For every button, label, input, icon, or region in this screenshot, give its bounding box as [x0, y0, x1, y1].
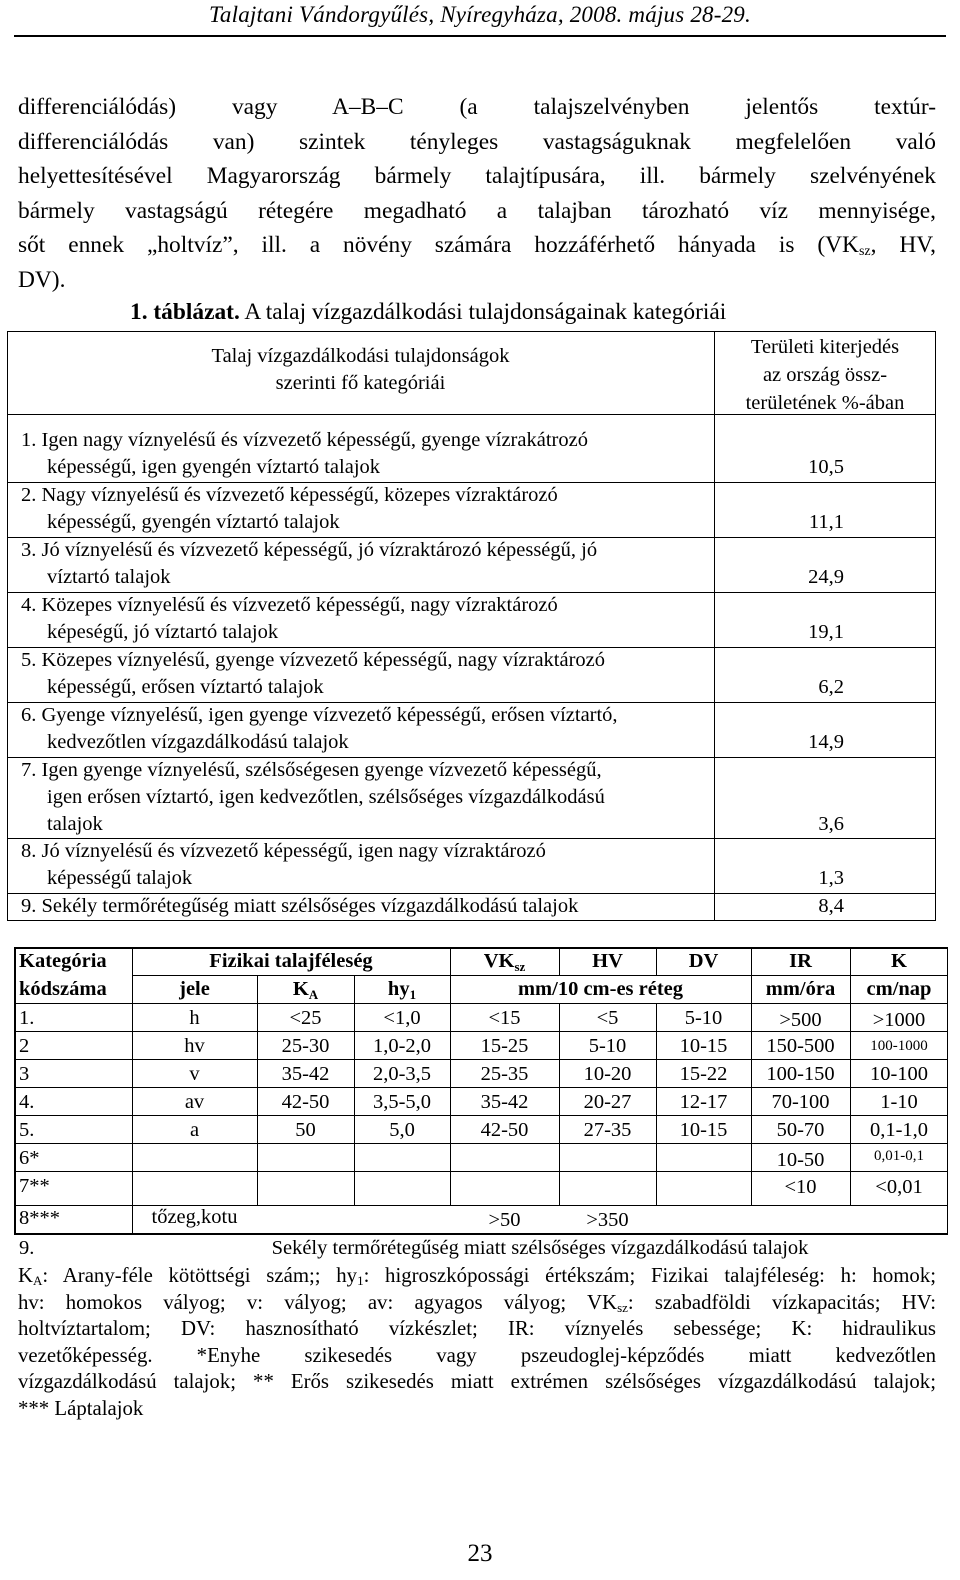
cell-k: 1-10 [880, 1091, 918, 1113]
header-line: az ország össz- [762, 364, 888, 386]
header-text: VK [483, 950, 515, 972]
subscript: A [33, 1273, 43, 1288]
table1-header-extent [714, 331, 936, 414]
cell-code: 2 [19, 1035, 30, 1057]
cell-k: <0,01 [875, 1176, 923, 1198]
intro-line: bármely vastagságú rétegére megadható a talajban tározható víz mennyisége, [18, 197, 936, 224]
cell-code: 3 [19, 1063, 30, 1085]
header-line: Talaj vízgazdálkodási tulajdonságok [211, 345, 510, 367]
cell-hv: 5-10 [588, 1035, 627, 1057]
footnote-text: : szabadföldi vízkapacitás; HV: [627, 1290, 937, 1314]
cell-ka: 42-50 [281, 1091, 330, 1113]
category-line: képességű, erősen víztartó talajok [47, 676, 324, 699]
footnote-line: vezetőképesség. *Enyhe szikesedés vagy pszeudoglej-képződés miatt kedvezőtlen [18, 1343, 936, 1367]
category-line: 1. Igen nagy víznyelésű és vízvezető képességű, gyenge vízrakátrozó [21, 429, 588, 451]
extent-value: 24,9 [808, 566, 844, 588]
table1-header-category [7, 331, 714, 414]
cell-symbol: h [189, 1007, 200, 1029]
cell-code: 7** [19, 1175, 50, 1197]
table1-caption-title: A talaj vízgazdálkodási tulajdonságainak kategóriái [244, 299, 727, 325]
cell-dv: 12-17 [679, 1091, 728, 1113]
subscript: sz [617, 1299, 628, 1315]
cell-hy1: 2,0-3,5 [372, 1063, 432, 1085]
cell-hv: 27-35 [583, 1119, 632, 1141]
page-number: 23 [467, 1540, 493, 1567]
cell-k: 100-1000 [870, 1038, 928, 1054]
table1-caption [130, 299, 726, 326]
cell-shallow-soil: Sekély termőrétegűség miatt szélsőséges vízgazdálkodású talajok [271, 1237, 809, 1259]
header-unit-k: cm/nap [866, 978, 932, 1000]
intro-text: sőt ennek „holtvíz”, ill. a növény számára hozzáférhető hányada is (VK [18, 232, 859, 258]
category-text [21, 838, 711, 892]
header-vk [450, 947, 559, 975]
cell-symbol: tőzeg,kotu [151, 1206, 238, 1228]
cell-code: 9. [19, 1237, 35, 1259]
header-line: területének %-ában [745, 392, 905, 414]
cell-symbol: av [184, 1091, 205, 1113]
category-line: 7. Igen gyenge víznyelésű, szélsőségesen gyenge vízvezető képességű, [21, 759, 602, 781]
category-text [21, 757, 711, 839]
footnote-text: hv: homokos vályog; v: vályog; av: agyagos vályog; VK [18, 1290, 618, 1314]
cell-ir: 70-100 [771, 1091, 830, 1113]
intro-line: differenciálódás) vagy A–B–C (a talajszelvényben jelentős textúr- [18, 94, 936, 120]
cell-dv: 10-15 [679, 1035, 728, 1057]
category-line: víztartó talajok [47, 566, 171, 589]
header-unit-mm: mm/10 cm-es réteg [517, 978, 684, 1000]
cell-ka: 50 [295, 1119, 316, 1141]
footnote-text: : higroszkópossági értékszám; Fizikai talajféleség: h: homok; [363, 1264, 937, 1287]
footnote-line: *** Láptalajok [18, 1396, 144, 1420]
table1-column-divider [714, 331, 715, 921]
grid-line [14, 947, 16, 1234]
cell-ka: <25 [289, 1007, 322, 1029]
footnote-line: holtvíztartalom; DV: hasznosítható vízkészlet; IR: víznyelés sebessége; K: hidraulikus [18, 1317, 936, 1341]
cell-k: 0,1-1,0 [869, 1119, 929, 1141]
category-text [21, 537, 711, 591]
subscript: sz [858, 244, 871, 259]
cell-ka: 35-42 [281, 1063, 330, 1085]
footnote-line [18, 1263, 936, 1290]
cell-vk: 35-42 [480, 1091, 529, 1113]
cell-hv: >350 [586, 1209, 629, 1231]
cell-k: 10-100 [869, 1063, 929, 1085]
table1-caption-number: 1. táblázat. [130, 299, 240, 325]
cell-vk: 15-25 [480, 1035, 529, 1057]
cell-ka: 25-30 [281, 1035, 330, 1057]
extent-value: 11,1 [808, 511, 844, 533]
category-line: képeségű, jó víztartó talajok [47, 621, 279, 644]
category-line: 8. Jó víznyelésű és vízvezető képességű, igen nagy vízraktározó [21, 840, 546, 862]
header-dv: DV [688, 950, 719, 972]
cell-dv: 10-15 [679, 1119, 728, 1141]
running-header: Talajtani Vándorgyűlés, Nyíregyháza, 2008. május 28-29. [209, 2, 751, 27]
category-line: 6. Gyenge víznyelésű, igen gyenge vízvezető képességű, erősen víztartó, [21, 704, 618, 726]
header-line: szerinti fő kategóriái [275, 372, 446, 394]
category-line: 2. Nagy víznyelésű és vízvezető képességű, közepes vízraktározó [21, 484, 558, 506]
extent-value: 10,5 [808, 456, 844, 478]
header-symbol: jele [179, 978, 210, 1000]
category-text [21, 427, 711, 481]
intro-paragraph [18, 90, 936, 297]
extent-value: 19,1 [808, 621, 844, 643]
cell-hy1: 1,0-2,0 [372, 1035, 432, 1057]
category-line: 5. Közepes víznyelésű, gyenge vízvezető képességű, nagy vízraktározó [21, 649, 606, 671]
cell-symbol: hv [184, 1035, 205, 1057]
category-text [21, 482, 711, 536]
cell-code: 5. [19, 1119, 35, 1141]
cell-ir: >500 [779, 1009, 822, 1031]
subscript: 1 [357, 1273, 364, 1288]
header-code: kódszáma [19, 978, 107, 1000]
cell-hy1: <1,0 [383, 1007, 421, 1029]
cell-code: 8*** [19, 1207, 60, 1229]
cell-code: 6* [19, 1147, 40, 1169]
extent-value: 3,6 [818, 813, 844, 835]
header-line: Területi kiterjedés [750, 336, 900, 358]
header-text: K [292, 978, 309, 1000]
footnote-line [18, 1290, 936, 1317]
intro-line [18, 228, 936, 263]
header-physical-texture: Fizikai talajféleség [209, 950, 373, 972]
cell-code: 1. [19, 1007, 35, 1029]
category-text [21, 893, 711, 920]
extent-value: 6,2 [818, 676, 844, 698]
subscript: 1 [409, 987, 417, 1002]
header-ir: IR [789, 950, 812, 972]
intro-line: differenciálódás van) szintek tényleges vastagságuknak megfelelően való [18, 128, 936, 155]
cell-vk: >50 [488, 1209, 521, 1231]
header-ka [257, 975, 354, 1003]
category-line: képességű, igen gyengén víztartó talajok [47, 456, 381, 479]
extent-value: 14,9 [808, 731, 844, 753]
header-category: Kategória [19, 950, 107, 972]
header-unit-ir: mm/óra [765, 978, 836, 1000]
category-line: 3. Jó víznyelésű és vízvezető képességű, jó vízraktározó képességű, jó [21, 539, 598, 561]
category-text [21, 702, 711, 756]
cell-k: 0,01-0,1 [874, 1148, 924, 1164]
header-hy1 [354, 975, 450, 1003]
cell-hy1: 5,0 [389, 1119, 415, 1141]
category-line: képességű, gyengén víztartó talajok [47, 511, 340, 534]
cell-vk: 25-35 [480, 1063, 529, 1085]
footnote-text: : Arany-féle kötöttségi szám;; hy [42, 1264, 358, 1287]
cell-symbol: v [189, 1063, 200, 1085]
category-line: 9. Sekély termőrétegűség miatt szélsőséges vízgazdálkodású talajok [21, 895, 579, 917]
cell-ir: <10 [784, 1176, 817, 1198]
subscript: A [308, 987, 319, 1002]
header-hv: HV [592, 950, 623, 972]
cell-ir: 150-500 [766, 1035, 835, 1057]
cell-hv: 20-27 [583, 1091, 632, 1113]
header-rule [14, 35, 946, 37]
category-line: igen erősen víztartó, igen kedvezőtlen, szélsőséges vízgazdálkodású [47, 786, 605, 809]
cell-code: 4. [19, 1091, 35, 1113]
table-footnotes [18, 1263, 936, 1423]
category-text [21, 592, 711, 646]
cell-ir: 100-150 [766, 1063, 835, 1085]
category-line: talajok [47, 813, 103, 836]
table1 [7, 331, 936, 921]
extent-value: 8,4 [818, 895, 844, 917]
table2 [14, 947, 948, 1263]
category-line: 4. Közepes víznyelésű és vízvezető képességű, nagy vízraktározó [21, 594, 558, 616]
category-line: képességű talajok [47, 867, 193, 890]
cell-vk: <15 [488, 1007, 521, 1029]
intro-line: helyettesítésével Magyarország bármely talajtípusára, ill. bármely szelvényének [18, 163, 936, 189]
header-text: hy [387, 978, 410, 1000]
cell-dv: 5-10 [684, 1007, 723, 1029]
extent-value: 1,3 [818, 867, 844, 889]
cell-ir: 10-50 [776, 1149, 825, 1171]
intro-text: , HV, [870, 232, 937, 258]
cell-hv: 10-20 [583, 1063, 632, 1085]
category-text [21, 647, 711, 701]
footnote-line: vízgazdálkodású talajok; ** Erős szikesedés miatt extrémen szélsőséges vízgazdálkodású talajok; [18, 1370, 936, 1394]
cell-hv: <5 [596, 1007, 619, 1029]
category-line: kedvezőtlen vízgazdálkodású talajok [47, 731, 349, 754]
subscript: sz [514, 959, 526, 974]
header-k: K [891, 950, 907, 972]
cell-dv: 15-22 [679, 1063, 728, 1085]
intro-line: DV). [18, 266, 66, 293]
footnote-text: K [18, 1264, 34, 1287]
cell-ir: 50-70 [776, 1119, 825, 1141]
cell-symbol: a [189, 1119, 200, 1141]
cell-vk: 42-50 [480, 1119, 529, 1141]
cell-hy1: 3,5-5,0 [372, 1091, 432, 1113]
cell-k: >1000 [872, 1009, 926, 1031]
